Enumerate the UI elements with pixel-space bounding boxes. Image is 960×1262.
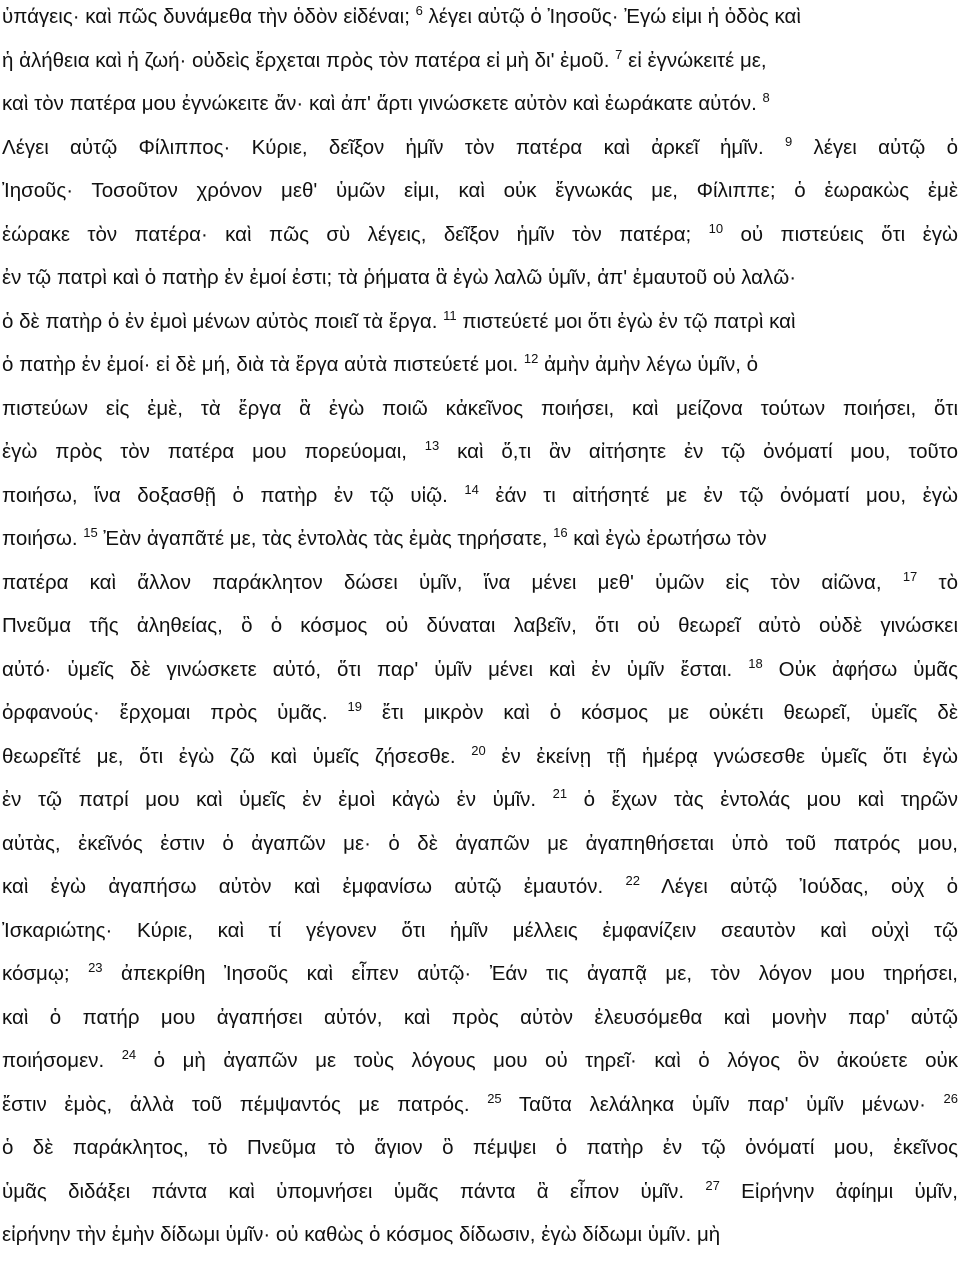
- verse-text: ὀρφανούς· ἔρχομαι πρὸς ὑμᾶς.: [2, 701, 348, 724]
- verse-number: 10: [708, 220, 724, 236]
- text-line: [2, 1218, 958, 1262]
- text-line: [2, 131, 958, 175]
- verse-text: ποιήσω.: [2, 527, 84, 550]
- text-line: [2, 740, 958, 784]
- verse-text: ποιήσω, ἵνα δοξασθῇ ὁ πατὴρ ἐν τῷ υἱῷ.: [2, 483, 465, 507]
- verse-text: ὁ μὴ ἀγαπῶν με τοὺς λόγους μου οὐ τηρεῖ· καὶ ὁ λόγος ὃν ἀκούετε οὐκ: [136, 1049, 958, 1072]
- verse-number: 23: [88, 960, 103, 975]
- verse-text: αὐτὰς, ἐκεῖνός ἐστιν ὁ ἀγαπῶν με· ὁ δὲ ἀγαπῶν με ἀγαπηθήσεται ὑπὸ τοῦ πατρός μου,: [2, 831, 958, 855]
- verse-text: ἀμὴν ἀμὴν λέγω ὑμῖν, ὁ: [538, 353, 759, 376]
- text-line: [2, 1175, 958, 1219]
- verse-text: ὁ πατὴρ ἐν ἐμοί· εἰ δὲ μή, διὰ τὰ ἔργα αὐτὰ πιστεύετέ μοι.: [2, 353, 524, 376]
- verse-text: ἔτι μικρὸν καὶ ὁ κόσμος με οὐκέτι θεωρεῖ, ὑμεῖς δὲ: [362, 701, 958, 724]
- verse-number: 11: [443, 307, 457, 323]
- verse-text: καὶ ὅ,τι ἂν αἰτήσητε ἐν τῷ ὀνόματί μου, τοῦτο: [439, 440, 958, 463]
- text-line: [2, 174, 958, 218]
- text-line: [2, 827, 958, 871]
- verse-number: 16: [553, 525, 568, 540]
- verse-text: ὁ δὲ παράκλητος, τὸ Πνεῦμα τὸ ἅγιον ὃ πέμψει ὁ πατὴρ ἐν τῷ ὀνόματί μου, ἐκεῖνος: [2, 1136, 958, 1159]
- text-line: [2, 609, 958, 653]
- text-line: [2, 783, 958, 827]
- text-line: [2, 566, 958, 610]
- verse-text: Ταῦτα λελάληκα ὑμῖν παρ' ὑμῖν μένων·: [501, 1092, 944, 1116]
- verse-number: 24: [121, 1047, 137, 1062]
- verse-text: λέγει αὐτῷ ὁ: [792, 135, 958, 159]
- verse-text: πιστεύων εἰς ἐμὲ, τὰ ἔργα ἃ ἐγὼ ποιῶ κἀκεῖνος ποιήσει, καὶ μείζονα τούτων ποιήσει, ὅτι: [2, 396, 958, 420]
- verse-text: πατέρα καὶ ἄλλον παράκλητον δώσει ὑμῖν, ἵνα μένει μεθ' ὑμῶν εἰς τὸν αἰῶνα,: [2, 570, 903, 594]
- verse-text: Ἰσκαριώτης· Κύριε, καὶ τί γέγονεν ὅτι ἡμῖν μέλλεις ἐμφανίζειν σεαυτὸν καὶ οὐχὶ τῷ: [2, 918, 958, 942]
- text-line: [2, 1044, 958, 1088]
- text-line: [2, 435, 958, 479]
- verse-text: ὁ δὲ πατὴρ ὁ ἐν ἐμοὶ μένων αὐτὸς ποιεῖ τὰ ἔργα.: [2, 309, 444, 333]
- verse-text: καὶ ἐγὼ ἐρωτήσω τὸν: [567, 527, 767, 550]
- verse-number: 13: [424, 438, 440, 453]
- verse-text: πιστεύετέ μοι ὅτι ἐγὼ ἐν τῷ πατρὶ καὶ: [456, 309, 796, 333]
- verse-text: αὐτό· ὑμεῖς δὲ γινώσκετε αὐτό, ὅτι παρ' ὑμῖν μένει καὶ ἐν ὑμῖν ἔσται.: [2, 657, 749, 681]
- text-line: [2, 957, 958, 1001]
- verse-text: τὸ: [917, 570, 958, 594]
- verse-text: κόσμῳ;: [2, 962, 89, 985]
- verse-number: 19: [347, 699, 362, 714]
- verse-text: ἐγὼ πρὸς τὸν πατέρα μου πορεύομαι,: [2, 440, 425, 463]
- verse-text: ὑμᾶς διδάξει πάντα καὶ ὑπομνήσει ὑμᾶς πάντα ἃ εἶπον ὑμῖν.: [2, 1179, 706, 1203]
- text-line: [2, 0, 958, 44]
- text-line: [2, 87, 958, 131]
- verse-number: 15: [83, 525, 98, 540]
- verse-text: Πνεῦμα τῆς ἀληθείας, ὃ ὁ κόσμος οὐ δύναται λαβεῖν, ὅτι οὐ θεωρεῖ αὐτὸ οὐδὲ γινώσκει: [2, 614, 958, 637]
- verse-text: Λέγει αὐτῷ Φίλιππος· Κύριε, δεῖξον ἡμῖν τὸν πατέρα καὶ ἀρκεῖ ἡμῖν.: [2, 135, 785, 159]
- verse-number: 25: [487, 1090, 502, 1106]
- verse-text: ἀπεκρίθη Ἰησοῦς καὶ εἶπεν αὐτῷ· Ἐάν τις ἀγαπᾷ με, τὸν λόγον μου τηρήσει,: [102, 962, 958, 985]
- verse-text: οὐ πιστεύεις ὅτι ἐγὼ: [723, 222, 958, 246]
- document-page: [2, 0, 958, 1262]
- verse-text: καὶ ἐγὼ ἀγαπήσω αὐτὸν καὶ ἐμφανίσω αὐτῷ ἐμαυτόν.: [2, 875, 626, 898]
- verse-number: 17: [902, 568, 918, 584]
- text-line: [2, 44, 958, 88]
- verse-number: 12: [523, 351, 539, 366]
- verse-text: ποιήσομεν.: [2, 1049, 122, 1072]
- verse-number: 14: [464, 481, 479, 497]
- verse-text: καὶ ὁ πατήρ μου ἀγαπήσει αὐτόν, καὶ πρὸς αὐτὸν ἐλευσόμεθα καὶ μονὴν παρ' αὐτῷ: [2, 1005, 958, 1029]
- verse-text: ὁ ἔχων τὰς ἐντολάς μου καὶ τηρῶν: [567, 788, 958, 811]
- verse-number: 9: [785, 133, 793, 149]
- text-line: [2, 1001, 958, 1045]
- text-line: [2, 696, 958, 740]
- verse-text: ὑπάγεις· καὶ πῶς δυνάμεθα τὴν ὁδὸν εἰδέναι;: [2, 5, 416, 28]
- text-line: [2, 914, 958, 958]
- verse-text: ἔστιν ἐμὸς, ἀλλὰ τοῦ πέμψαντός με πατρός.: [2, 1092, 488, 1116]
- verse-number: 27: [705, 1177, 720, 1193]
- text-line: [2, 305, 958, 349]
- verse-number: 21: [552, 786, 568, 801]
- text-line: [2, 479, 958, 523]
- verse-text: Ἰησοῦς· Τοσοῦτον χρόνον μεθ' ὑμῶν εἰμι, καὶ οὐκ ἔγνωκάς με, Φίλιππε; ὁ ἑωρακὼς ἐμὲ: [2, 179, 958, 202]
- verse-text: καὶ τὸν πατέρα μου ἐγνώκειτε ἄν· καὶ ἀπ' ἄρτι γινώσκετε αὐτὸν καὶ ἑωράκατε αὐτόν.: [2, 92, 763, 115]
- verse-number: 6: [415, 3, 423, 18]
- verse-text: ἡ ἀλήθεια καὶ ἡ ζωή· οὐδεὶς ἔρχεται πρὸς τὸν πατέρα εἰ μὴ δι' ἐμοῦ.: [2, 48, 616, 72]
- verse-number: 8: [762, 90, 770, 105]
- verse-number: 20: [471, 742, 486, 758]
- text-line: [2, 1088, 958, 1132]
- verse-text: ἐν ἐκείνῃ τῇ ἡμέρᾳ γνώσεσθε ὑμεῖς ὅτι ἐγὼ: [485, 744, 958, 768]
- verse-text: Οὐκ ἀφήσω ὑμᾶς: [762, 657, 958, 681]
- verse-text: εἰ ἐγνώκειτέ με,: [622, 48, 767, 72]
- text-line: [2, 218, 958, 262]
- verse-text: θεωρεῖτέ με, ὅτι ἐγὼ ζῶ καὶ ὑμεῖς ζήσεσθε.: [2, 744, 472, 768]
- verse-number: 22: [625, 873, 640, 888]
- verse-text: Ἐὰν ἀγαπᾶτέ με, τὰς ἐντολὰς τὰς ἐμὰς τηρήσατε,: [97, 527, 554, 550]
- text-line: [2, 392, 958, 436]
- verse-text: λέγει αὐτῷ ὁ Ἰησοῦς· Ἐγώ εἰμι ἡ ὁδὸς καὶ: [422, 5, 801, 28]
- verse-number: 18: [748, 655, 763, 671]
- verse-text: εἰρήνην τὴν ἐμὴν δίδωμι ὑμῖν· οὐ καθὼς ὁ κόσμος δίδωσιν, ἐγὼ δίδωμι ὑμῖν. μὴ: [2, 1223, 721, 1246]
- verse-text: ἐάν τι αἰτήσητέ με ἐν τῷ ὀνόματί μου, ἐγὼ: [478, 483, 958, 507]
- verse-text: ἑώρακε τὸν πατέρα· καὶ πῶς σὺ λέγεις, δεῖξον ἡμῖν τὸν πατέρα;: [2, 222, 709, 246]
- text-line: [2, 348, 958, 392]
- text-line: [2, 653, 958, 697]
- verse-text: Λέγει αὐτῷ Ἰούδας, οὐχ ὁ: [639, 875, 958, 898]
- verse-number: 26: [943, 1090, 958, 1106]
- text-line: [2, 870, 958, 914]
- verse-number: 7: [615, 46, 623, 62]
- verse-text: ἐν τῷ πατρὶ καὶ ὁ πατὴρ ἐν ἐμοί ἐστι; τὰ ῥήματα ἃ ἐγὼ λαλῶ ὑμῖν, ἀπ' ἐμαυτοῦ οὐ λαλῶ·: [2, 266, 797, 289]
- verse-text: Εἰρήνην ἀφίημι ὑμῖν,: [719, 1179, 958, 1203]
- verse-text: ἐν τῷ πατρί μου καὶ ὑμεῖς ἐν ἐμοὶ κἀγὼ ἐν ὑμῖν.: [2, 788, 553, 811]
- text-line: [2, 522, 958, 566]
- text-line: [2, 1131, 958, 1175]
- text-line: [2, 261, 958, 305]
